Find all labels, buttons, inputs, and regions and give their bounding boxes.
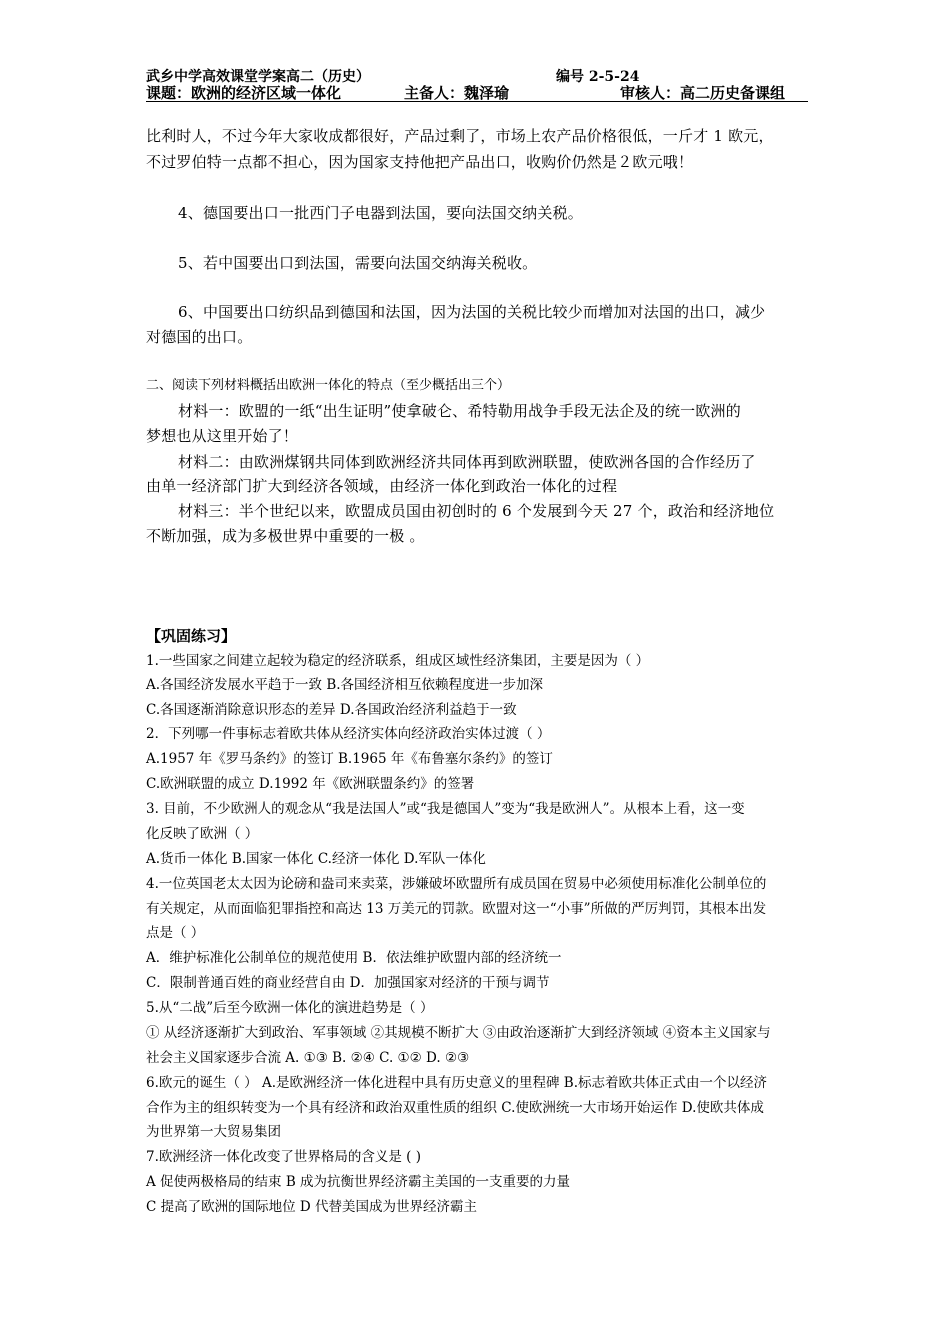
material-2-line-1: 材料二：由欧洲煤钢共同体到欧洲经济共同体再到欧洲联盟，使欧洲各国的合作经历了 xyxy=(178,453,756,471)
practice-line: A.货币一体化 B.国家一体化 C.经济一体化 D.军队一体化 xyxy=(146,851,486,867)
practice-line: A.1957 年《罗马条约》的签订 B.1965 年《布鲁塞尔条约》的签订 xyxy=(146,751,553,767)
practice-title: 【巩固练习】 xyxy=(146,627,237,645)
scenario-6-line-2: 对德国的出口。 xyxy=(146,328,253,346)
practice-line: A．维护标准化公制单位的规范使用 B．依法维护欧盟内部的经济统一 xyxy=(146,950,562,966)
scenario-5: 5、若中国要出口到法国，需要向法国交纳海关税收。 xyxy=(178,254,538,272)
practice-line: ① 从经济逐渐扩大到政治、军事领域 ②其规模不断扩大 ③由政治逐渐扩大到经济领域 ④资本主义国家与 xyxy=(146,1025,771,1041)
practice-line: C.各国逐渐消除意识形态的差异 D.各国政治经济利益趋于一致 xyxy=(146,702,517,718)
practice-line: 5.从“二战”后至今欧洲一体化的演进趋势是（ ） xyxy=(146,1000,434,1016)
practice-line: A.各国经济发展水平趋于一致 B.各国经济相互依赖程度进一步加深 xyxy=(146,677,544,693)
reviewer: 审核人：高二历史备课组 xyxy=(620,84,786,102)
intro-line-2: 不过罗伯特一点都不担心，因为国家支持他把产品出口，收购价仍然是２欧元哦！ xyxy=(146,153,694,171)
practice-line: 4.一位英国老太太因为论磅和盎司来卖菜，涉嫌破坏欧盟所有成员国在贸易中必须使用标准化公制单位的 xyxy=(146,876,767,892)
scenario-6-line-1: 6、中国要出口纺织品到德国和法国，因为法国的关税比较少而增加对法国的出口，减少 xyxy=(178,303,766,321)
practice-line: 7.欧洲经济一体化改变了世界格局的含义是 ( ) xyxy=(146,1149,421,1165)
practice-line: C 提高了欧洲的国际地位 D 代替美国成为世界经济霸主 xyxy=(146,1199,478,1215)
lesson-topic: 课题：欧洲的经济区域一体化 xyxy=(146,84,342,102)
material-2-line-2: 由单一经济部门扩大到经济各领域，由经济一体化到政治一体化的过程 xyxy=(146,477,618,495)
author: 主备人：魏泽瑜 xyxy=(404,84,510,102)
practice-line: 化反映了欧洲（ ） xyxy=(146,826,259,842)
intro-line-1: 比利时人，不过今年大家收成都很好，产品过剩了，市场上农产品价格很低，一斤才 1 欧元， xyxy=(146,127,774,145)
practice-line: 合作为主的组织转变为一个具有经济和政治双重性质的组织 C.使欧洲统一大市场开始运作 D.使欧共体成 xyxy=(146,1100,764,1116)
document-code: 编号 2-5-24 xyxy=(556,69,640,85)
school-title: 武乡中学高效课堂学案高二（历史） xyxy=(146,69,370,85)
practice-line: 点是（ ） xyxy=(146,925,205,941)
material-1-line-1: 材料一：欧盟的一纸“出生证明”使拿破仑、希特勒用战争手段无法企及的统一欧洲的 xyxy=(178,402,741,420)
scenario-4: 4、德国要出口一批西门子电器到法国，要向法国交纳关税。 xyxy=(178,204,583,222)
practice-line: C．限制普通百姓的商业经营自由 D．加强国家对经济的干预与调节 xyxy=(146,975,550,991)
practice-line: 有关规定，从而面临犯罪指控和高达 13 万美元的罚款。欧盟对这一“小事”所做的严厉判罚，其根本出发 xyxy=(146,901,767,917)
header-rule xyxy=(146,101,808,102)
material-3-line-2: 不断加强，成为多极世界中重要的一极 。 xyxy=(146,527,425,545)
material-1-line-2: 梦想也从这里开始了！ xyxy=(146,427,299,445)
practice-line: 3. 目前，不少欧洲人的观念从“我是法国人”或“我是德国人”变为“我是欧洲人”。从根本上看，这一变 xyxy=(146,801,745,817)
material-3-line-1: 材料三：半个世纪以来，欧盟成员国由初创时的 6 个发展到今天 27 个，政治和经济地位 xyxy=(178,502,775,520)
section-2-title: 二、阅读下列材料概括出欧洲一体化的特点（至少概括出三个） xyxy=(146,378,511,393)
practice-line: C.欧洲联盟的成立 D.1992 年《欧洲联盟条约》的签署 xyxy=(146,776,475,792)
practice-line: 1.一些国家之间建立起较为稳定的经济联系，组成区域性经济集团，主要是因为（ ） xyxy=(146,653,650,669)
practice-line: 为世界第一大贸易集团 xyxy=(146,1124,281,1140)
practice-line: 6.欧元的诞生（ ） A.是欧洲经济一体化进程中具有历史意义的里程碑 B.标志着欧共体正式由一个以经济 xyxy=(146,1075,768,1091)
practice-line: 社会主义国家逐步合流 A. ①③ B. ②④ C. ①② D. ②③ xyxy=(146,1050,470,1066)
practice-line: 2．下列哪一件事标志着欧共体从经济实体向经济政治实体过渡（ ） xyxy=(146,726,551,742)
practice-line: A 促使两极格局的结束 B 成为抗衡世界经济霸主美国的一支重要的力量 xyxy=(146,1174,571,1190)
